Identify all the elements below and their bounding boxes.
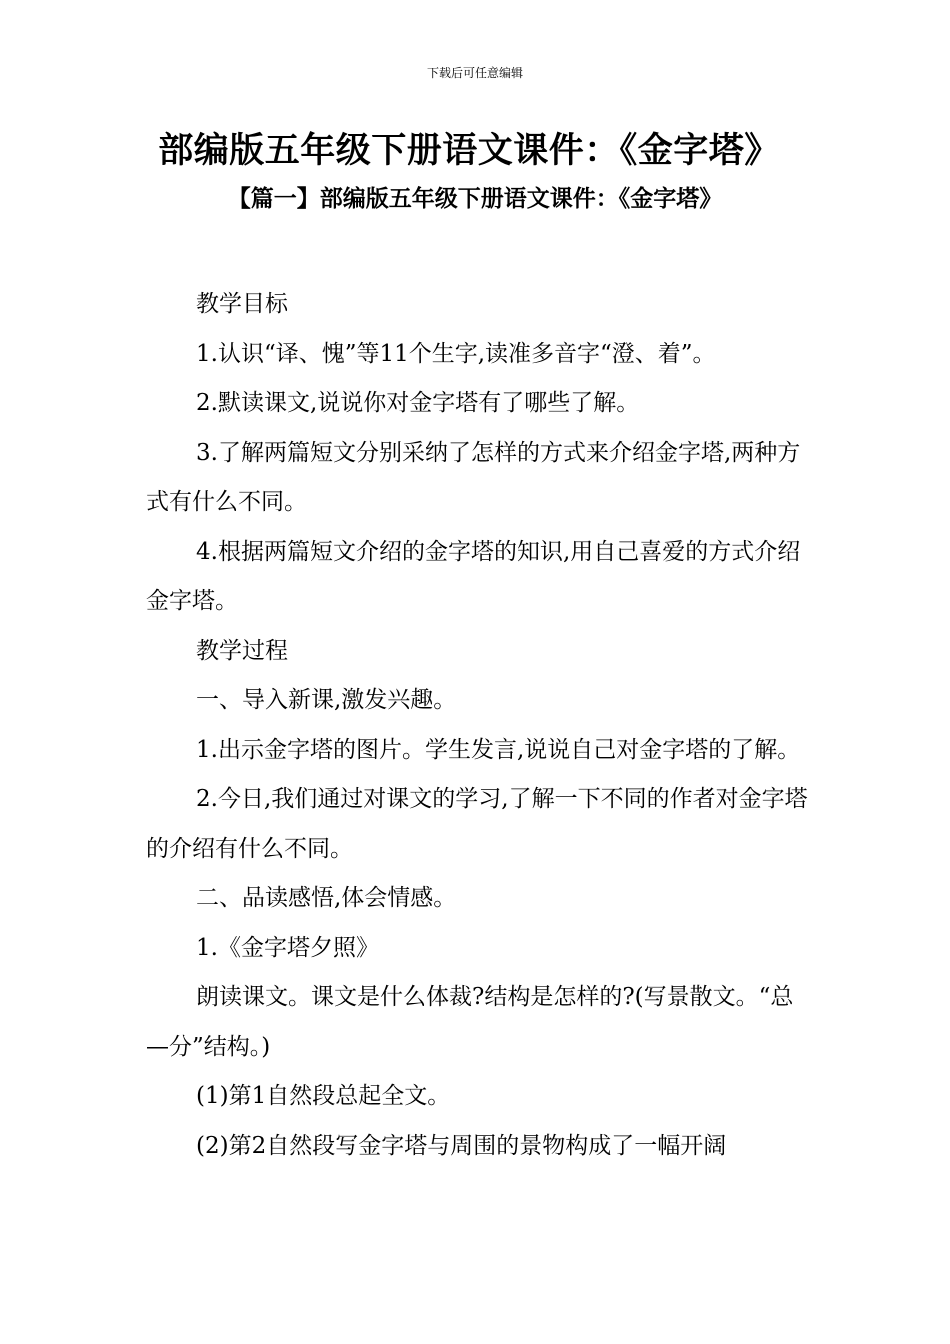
paragraph: 2.默读课文,说说你对金字塔有了哪些了解。 [196, 390, 640, 416]
paragraph: 二、品读感悟,体会情感。 [196, 885, 457, 911]
paragraph: 2.今日,我们通过对课文的学习,了解一下不同的作者对金字塔的介绍有什么不同。 [146, 786, 808, 862]
section-heading: 教学目标 [196, 291, 288, 317]
paragraph: (2)第2自然段写金字塔与周围的景物构成了一幅开阔 [196, 1132, 727, 1159]
paragraph: (1)第1自然段总起全文。 [196, 1083, 451, 1109]
paragraph: 1.《金字塔夕照》 [196, 934, 379, 961]
document-body [146, 280, 816, 1171]
section-heading: 教学过程 [196, 637, 288, 664]
paragraph: 一、导入新课,激发兴趣。 [196, 687, 457, 713]
paragraph: 3.了解两篇短文分别采纳了怎样的方式来介绍金字塔,两种方式有什么不同。 [146, 439, 801, 515]
paragraph: 4.根据两篇短文介绍的金字塔的知识,用自己喜爱的方式介绍金字塔。 [146, 538, 801, 614]
paragraph: 1.出示金字塔的图片。学生发言,说说自己对金字塔的了解。 [196, 736, 801, 763]
document-subtitle: 【篇一】部编版五年级下册语文课件：《金字塔》 [227, 185, 723, 212]
paragraph: 朗读课文。课文是什么体裁?结构是怎样的?(写景散文。“总—分”结构。) [146, 984, 794, 1060]
download-note: 下载后可任意编辑 [426, 66, 523, 80]
paragraph: 1.认识“译、愧”等11个生字,读准多音字“澄、着”。 [196, 340, 716, 367]
document-title: 部编版五年级下册语文课件：《金字塔》 [158, 131, 780, 171]
